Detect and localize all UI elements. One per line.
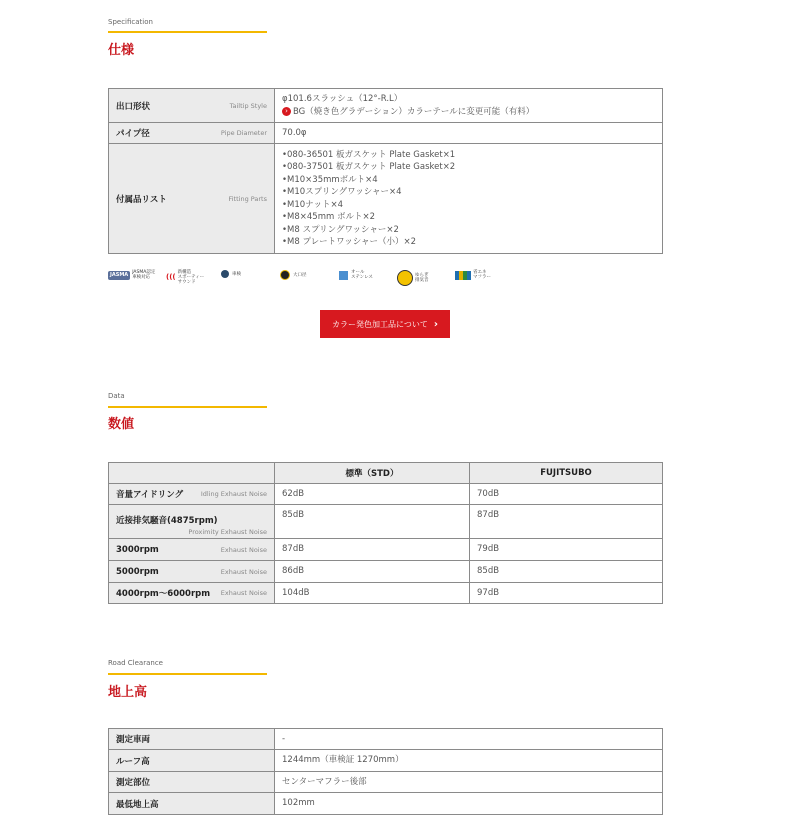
road-value: 102mm [275,793,663,815]
data-label-en: Idling Exhaust Noise [200,490,267,498]
std-value: 86dB [275,561,470,583]
road-table [108,728,663,815]
data-label-jp: 3000rpm [116,544,159,555]
eco-muffler-icon: 省エネ マフラー [455,270,491,280]
chevron-right-icon: › [433,318,438,330]
road-value: 1244mm（車検証 1270mm） [275,750,663,772]
spec-label-en: Pipe Diameter [220,129,267,137]
spec-label-jp: 付属品リスト [116,194,167,205]
stainless-icon: ■ オール ステンレス [339,270,373,280]
table-row [109,505,663,539]
spec-underline [108,31,267,33]
data-label-en: Exhaust Noise [220,589,267,597]
std-value: 87dB [275,539,470,561]
spec-subtitle: Specification [108,18,153,26]
table-row [109,484,663,505]
road-label: 最低地上高 [109,793,275,815]
jasma-icon: JASMA JASMA認定 車検対応 [110,270,156,280]
parts-item: •M8 スプリングワッシャー×2 [282,224,399,235]
spec-label-en: Fitting Parts [228,194,267,203]
spec-note-text: BG（焼き色グラデーション）カラーテールに変更可能（有料） [293,106,535,117]
fujitsubo-value: 87dB [470,505,663,539]
road-value: センターマフラー後部 [275,772,663,793]
fujitsubo-value: 70dB [470,484,663,505]
spec-label-jp: パイプ径 [116,129,150,139]
table-row [109,561,663,583]
feature-icons [108,270,498,288]
road-title: 地上高 [108,685,148,700]
road-label: 測定部位 [109,772,275,793]
parts-item: •080-36501 板ガスケット Plate Gasket×1 [282,149,456,160]
std-value: 104dB [275,583,470,604]
data-header-empty [109,463,275,484]
inspection-icon: ● 車検 [221,270,241,277]
table-row [109,539,663,561]
road-subtitle: Road Clearance [108,659,163,667]
color-finish-button-label: カラー発色加工品について [332,319,428,329]
std-value: 62dB [275,484,470,505]
spec-label-jp: 出口形状 [116,101,151,112]
std-value: 85dB [275,505,470,539]
fujitsubo-value: 97dB [470,583,663,604]
color-finish-button[interactable] [320,310,450,338]
data-label-en: Exhaust Noise [220,567,267,576]
data-subtitle: Data [108,392,125,400]
road-label: 測定車両 [109,729,275,750]
data-header-row [109,463,663,484]
spec-row-parts [109,144,663,254]
parts-item: •M10ナット×4 [282,199,344,210]
data-label-jp: 音量アイドリング [116,490,184,500]
spec-value-line: φ101.6スラッシュ（12°-R.L） [282,94,403,104]
fluctuation-sound-icon: ● ゆらぎ 排気音 [397,270,429,286]
data-label-en: Proximity Exhaust Noise [188,527,267,536]
data-underline [108,406,267,408]
data-label-en: Exhaust Noise [220,545,267,554]
parts-item: •M10×35mmボルト×4 [282,174,378,185]
table-row [109,583,663,604]
data-label-jp: 5000rpm [116,566,159,577]
spec-label-en: Tailtip Style [229,101,267,110]
fujitsubo-value: 85dB [470,561,663,583]
parts-item: •080-37501 板ガスケット Plate Gasket×2 [282,162,456,172]
table-row [109,793,663,815]
fujitsubo-value: 79dB [470,539,663,561]
sporty-sound-icon: ((( 新構造 スポーティー サウンド [166,270,205,285]
data-table [108,462,663,604]
table-row [109,729,663,750]
spec-row-pipe [109,123,663,144]
road-value: - [275,729,663,750]
data-title: 数値 [108,417,135,432]
data-label-jp: 4000rpm～6000rpm [116,589,211,599]
road-label: ルーフ高 [109,750,275,772]
spec-value-line: 70.0φ [275,123,663,144]
parts-item: •M8×45mm ボルト×2 [282,212,375,222]
spec-row-tailtip [109,89,663,123]
table-row [109,772,663,793]
arrow-circle-icon: › [282,107,291,116]
spec-title: 仕様 [108,43,135,58]
road-underline [108,673,267,675]
spec-note [282,106,655,119]
large-bore-icon: ● 大口径 [281,272,307,278]
spec-table [108,88,663,254]
table-row [109,750,663,772]
data-label-jp: 近接排気騒音(4875rpm) [116,515,218,526]
parts-item: •M10スプリングワッシャー×4 [282,187,402,197]
parts-item: •M8 プレートワッシャー（小）×2 [282,237,417,247]
data-header-fujitsubo: FUJITSUBO [470,463,663,484]
data-header-std: 標準（STD） [275,463,470,484]
